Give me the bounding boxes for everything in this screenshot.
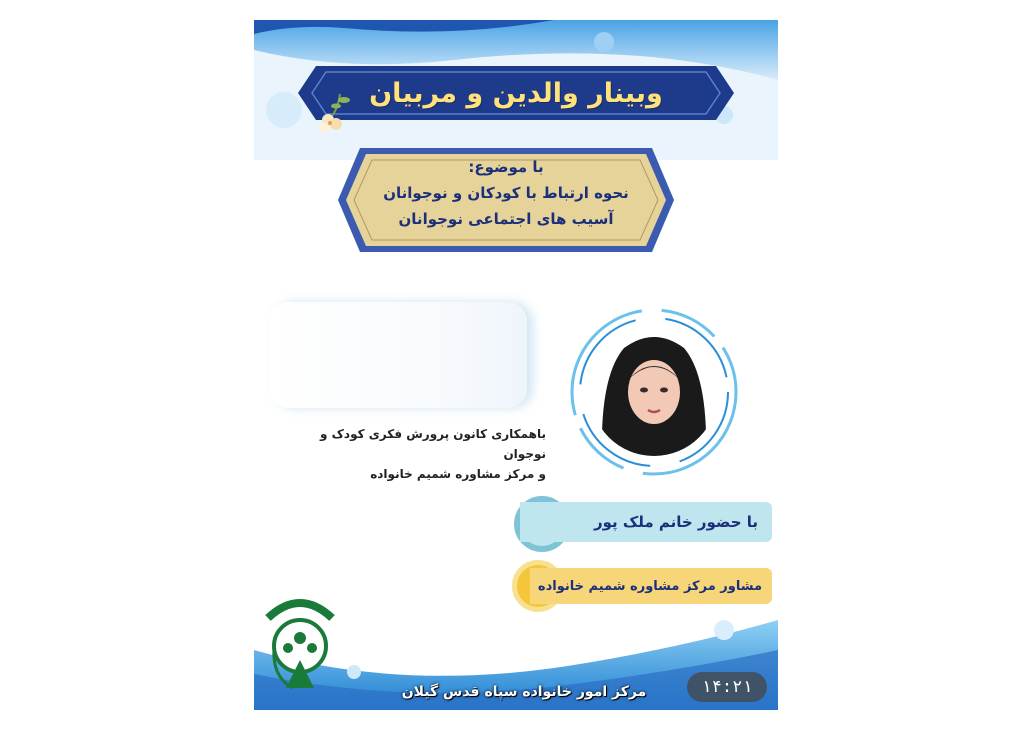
topic-line-2: آسیب های اجتماعی نوجوانان (398, 210, 614, 228)
topic-label: با موضوع: (468, 158, 544, 176)
collaboration-line-2: و مرکز مشاوره شمیم خانواده (370, 467, 546, 481)
speaker-portrait (590, 328, 718, 456)
speaker-name-pill (520, 502, 772, 542)
organization-logo (262, 588, 338, 698)
speaker-photo-frame (554, 306, 754, 478)
blurred-area (269, 302, 527, 408)
timestamp-badge: ۱۴:۲۱ (687, 672, 767, 702)
topic-panel (336, 144, 676, 256)
collaboration-line-1: باهمکاری کانون پرورش فکری کودک و نوجوان (319, 427, 546, 461)
flower-icon (314, 90, 354, 134)
topic-line-1: نحوه ارتباط با کودکان و نوجوانان (383, 184, 629, 202)
title-banner (298, 60, 734, 126)
webinar-title: وبینار والدین و مربیان (369, 77, 663, 109)
speaker-role-pill (530, 568, 772, 604)
footer-organization: مرکز امور خانواده سپاه قدس گیلان (401, 684, 647, 700)
speaker-role-text: مشاور مرکز مشاوره شمیم خانواده (537, 578, 762, 594)
speaker-presence-text: با حضور خانم ملک پور (593, 513, 758, 531)
collaboration-text (276, 424, 546, 484)
webinar-poster (254, 20, 778, 710)
